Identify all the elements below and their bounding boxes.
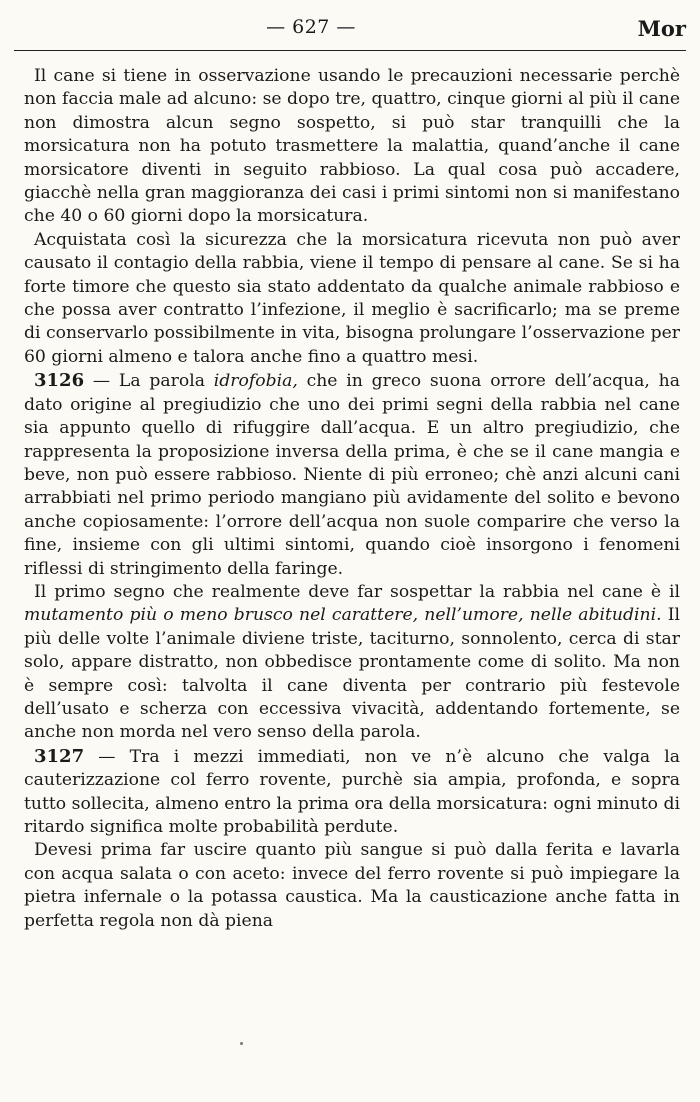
italic-term: idrofobia,	[213, 371, 298, 392]
paragraph: Acquistata così la sicurezza che la morsicatura ricevuta non può aver causato il contagio della rabbia, viene il tempo di pensare al cane. Se si ha forte timore che questo sia stato addentato da qualche animale rabbioso e che possa aver contratto l’infezione, il meglio è sacrificarlo; ma se preme di conservarlo possibilmente in vita, bisogna prolungare l’osservazione per 60 giorni almeno e talora anche fino a quattro mesi.	[24, 229, 680, 367]
section-heading: Mor	[637, 16, 686, 41]
page-number: — 627 —	[266, 16, 356, 38]
page-header	[16, 14, 686, 46]
paper-speck	[240, 1042, 243, 1045]
italic-phrase: mutamento più o meno brusco nel carattere, nell’umore, nelle abitudini.	[24, 605, 662, 626]
paragraph-3126: 3126 — La parola idrofobia, che in greco suona orrore dell’acqua, ha dato origine al pregiudizio che uno dei primi segni della rabbia nel cane sia appunto quello di rifuggire dall’acqua. E un altro pregiudizio, che rappresenta la proposizione inversa della prima, è che se il cane mangia e beve, non può essere rabbioso. Niente di più erroneo; chè anzi alcuni cani arrabbiati nel primo periodo mangiano più avidamente del solito e bevono anche copiosamente: l’orrore dell’acqua non suole comparire che verso la fine, insieme con gli ultimi sintomi, quando cioè insorgono i fenomeni riflessi di stringimento della faringe.	[24, 370, 680, 579]
paragraph-number: 3126	[34, 370, 85, 392]
paragraph: Il primo segno che realmente deve far sospettar la rabbia nel cane è il mutamento più o meno brusco nel carattere, nell’umore, nelle abitudini. Il più delle volte l’animale diviene triste, taciturno, sonnolento, cerca di star solo, appare distratto, non obbedisce prontamente come di solito. Ma non è sempre così: talvolta il cane diventa per contrario più festevole dell’usato e scherza con eccessiva vivacità, addentando fortemente, se anche non morda nel vero senso della parola.	[24, 581, 680, 743]
header-rule	[14, 50, 686, 51]
paragraph: Il cane si tiene in osservazione usando le precauzioni necessarie perchè non faccia male ad alcuno: se dopo tre, quattro, cinque giorni al più il cane non dimostra alcun segno sospetto, si può star tranquilli che la morsicatura non ha potuto trasmettere la malattia, quand’anche il cane morsicatore diventi in seguito rabbioso. La qual cosa può accadere, giacchè nella gran maggioranza dei casi i primi sintomi non si manifestano che 40 o 60 giorni dopo la morsicatura.	[24, 66, 680, 227]
paragraph-3127: 3127 — Tra i mezzi immediati, non ve n’è alcuno che valga la cauterizzazione col ferro rovente, purchè sia ampia, profonda, e sopra tutto sollecita, almeno entro la prima ora della morsicatura: ogni minuto di ritardo significa molte probabilità perdute.	[24, 745, 680, 837]
paragraph-number: 3127	[34, 745, 85, 767]
paragraph: Devesi prima far uscire quanto più sangue si può dalla ferita e lavarla con acqua salata o con aceto: invece del ferro rovente si può impiegare la pietra infernale o la potassa caustica. Ma la causticazione anche fatta in perfetta regola non dà piena	[24, 840, 680, 931]
body-text	[24, 65, 680, 933]
